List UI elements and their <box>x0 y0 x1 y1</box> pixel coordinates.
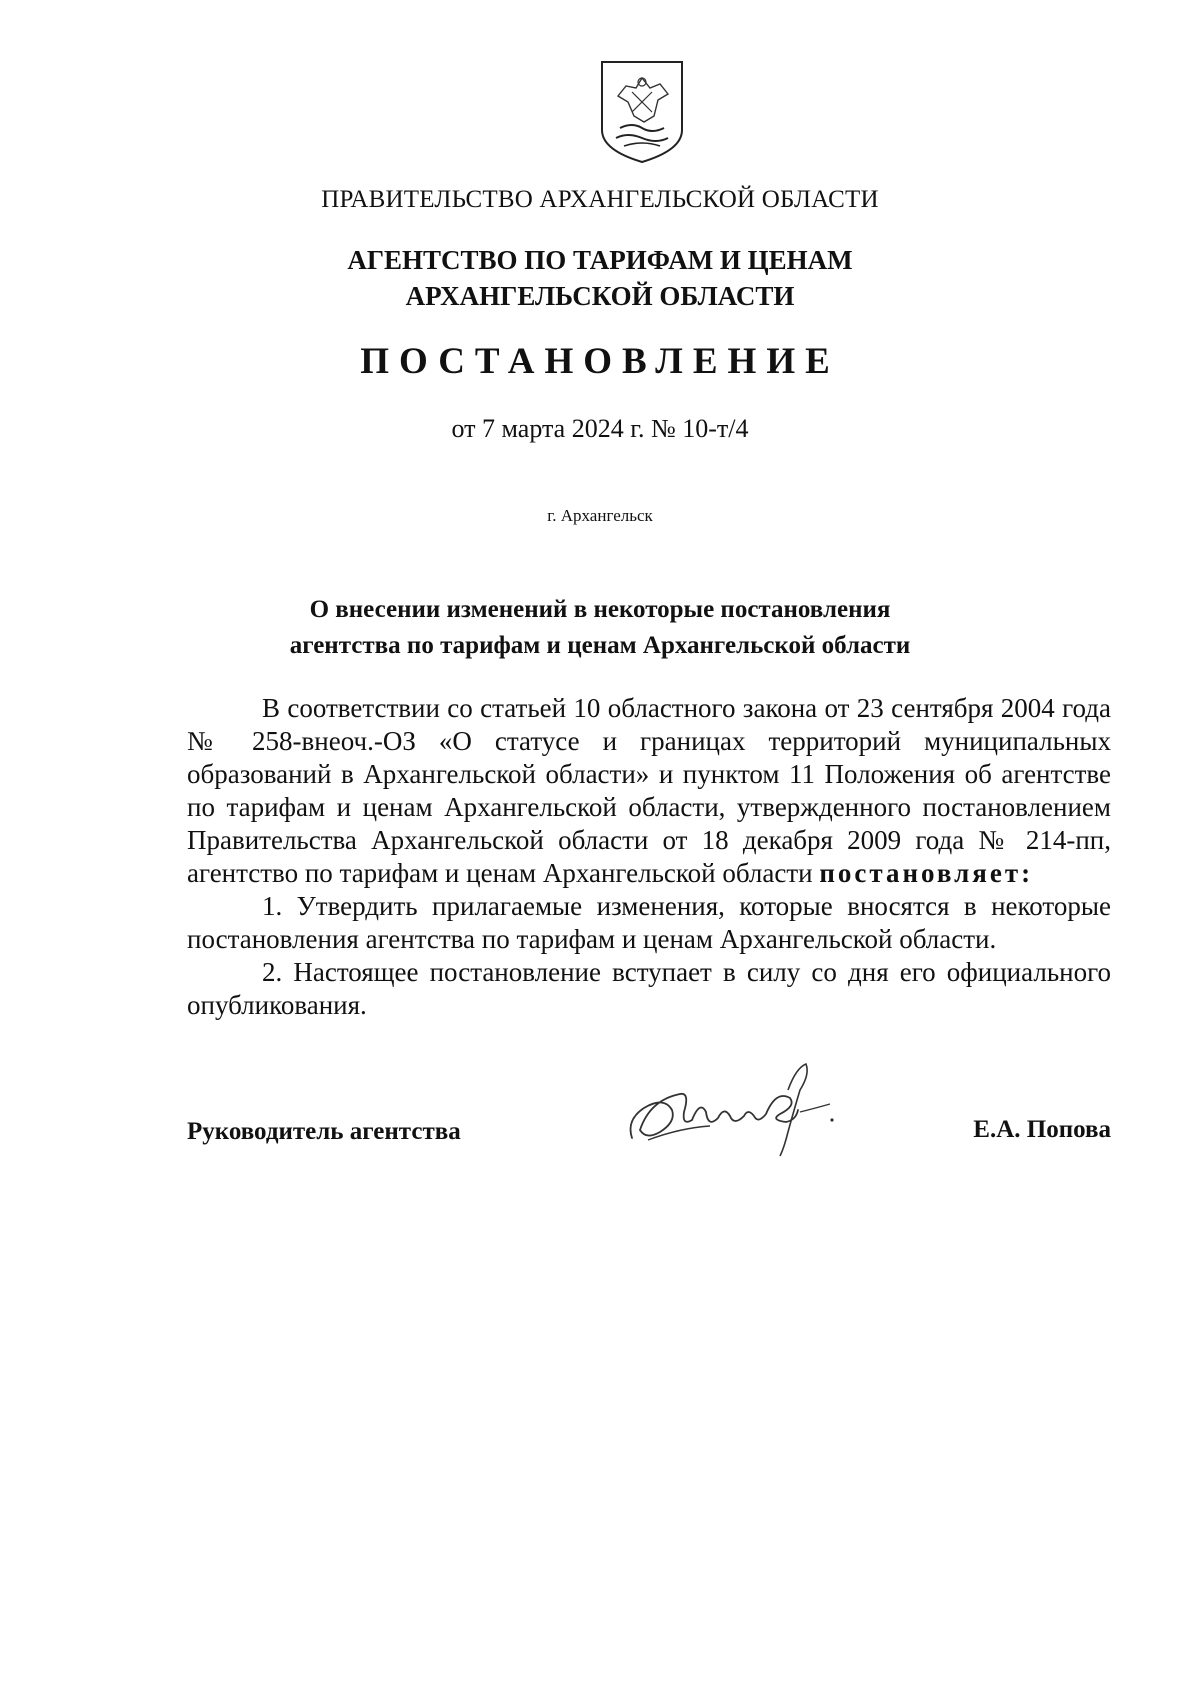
handwritten-signature <box>620 1060 860 1160</box>
document-title-line1: О внесении изменений в некоторые постановления <box>309 596 891 623</box>
government-name: ПРАВИТЕЛЬСТВО АРХАНГЕЛЬСКОЙ ОБЛАСТИ <box>321 186 879 213</box>
document-title <box>0 592 1200 664</box>
document-title-line2: агентства по тарифам и ценам Архангельской области <box>289 632 911 659</box>
document-body <box>187 692 1111 1022</box>
agency-name-line2: АРХАНГЕЛЬСКОЙ ОБЛАСТИ <box>405 281 795 311</box>
intro-text: В соответствии со статьей 10 областного закона от 23 сентября 2004 года № 258-внеоч.-ОЗ «О статусе и границах территорий муниципальных образований в Архангельской области» и пунктом 11 Положения об агентстве по тарифам и ценам Архангельской области, утвержденного постановлением Правительства Архангельской области от 18 декабря 2009 года № 214-пп, агентство по тарифам и ценам Архангельской области <box>187 693 1111 888</box>
document-type: ПОСТАНОВЛЕНИЕ <box>360 341 840 382</box>
decree-word: постановляет: <box>819 858 1034 888</box>
signatory-position: Руководитель агентства <box>187 1118 461 1145</box>
item-1-paragraph: 1. Утвердить прилагаемые изменения, которые вносятся в некоторые постановления агентства по тарифам и ценам Архангельской области. <box>187 891 1111 954</box>
intro-paragraph <box>187 692 1111 890</box>
agency-name-line1: АГЕНТСТВО ПО ТАРИФАМ И ЦЕНАМ <box>347 245 853 275</box>
document-city: г. Архангельск <box>547 506 653 525</box>
agency-name <box>0 242 1200 314</box>
document-date-number: от 7 марта 2024 г. № 10-т/4 <box>451 414 749 443</box>
signatory-name: Е.А. Попова <box>973 1116 1111 1143</box>
item-2-paragraph: 2. Настоящее постановление вступает в силу со дня его официального опубликования. <box>187 957 1111 1020</box>
coat-of-arms-icon <box>598 58 686 166</box>
